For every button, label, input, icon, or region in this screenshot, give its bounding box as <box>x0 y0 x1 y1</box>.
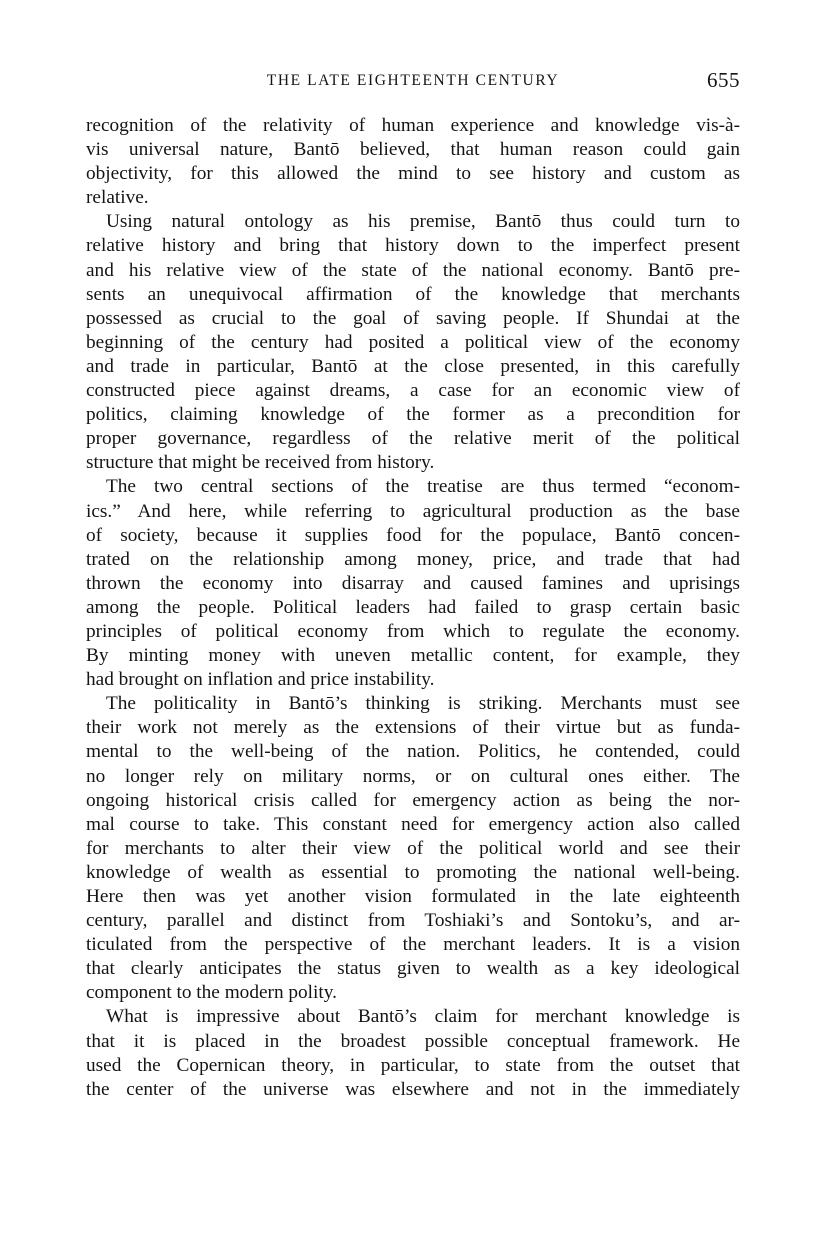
text-line: vis universal nature, Bantō believed, that human reason could gain <box>86 139 740 161</box>
text-line: recognition of the relativity of human experience and knowledge vis-à- <box>86 115 740 136</box>
text-line: ticulated from the perspective of the merchant leaders. It is a vision <box>86 934 740 956</box>
text-line: possessed as crucial to the goal of saving people. If Shundai at the <box>86 307 740 329</box>
body-text <box>86 114 740 1102</box>
text-line: objectivity, for this allowed the mind to see history and custom as <box>86 163 740 185</box>
text-line: for merchants to alter their view of the political world and see their <box>86 837 740 859</box>
page-number: 655 <box>707 68 740 92</box>
text-line: constructed piece against dreams, a case for an economic view of <box>86 380 740 402</box>
text-line: By minting money with uneven metallic content, for example, they <box>86 645 740 667</box>
text-line: mental to the well-being of the nation. Politics, he contended, could <box>86 741 740 763</box>
text-line: structure that might be received from history. <box>86 452 435 474</box>
text-line: beginning of the century had posited a political view of the economy <box>86 331 740 353</box>
text-line: proper governance, regardless of the relative merit of the political <box>86 428 740 450</box>
text-line: and his relative view of the state of the national economy. Bantō pre- <box>86 259 740 281</box>
text-line: had brought on inflation and price instability. <box>86 669 435 691</box>
text-line: that clearly anticipates the status given to wealth as a key ideological <box>86 958 740 980</box>
text-line: component to the modern polity. <box>86 982 337 1004</box>
text-line: relative history and bring that history down to the imperfect present <box>86 235 740 257</box>
text-line: Using natural ontology as his premise, Bantō thus could turn to <box>106 211 740 233</box>
text-line: sents an unequivocal affirmation of the knowledge that merchants <box>86 283 740 305</box>
text-line: their work not merely as the extensions of their virtue but as funda- <box>86 717 740 739</box>
text-line: used the Copernican theory, in particular, to state from the outset that <box>86 1054 740 1076</box>
text-line: of society, because it supplies food for the populace, Bantō concen- <box>86 524 740 546</box>
text-line: thrown the economy into disarray and caused famines and uprisings <box>86 572 740 594</box>
text-line: What is impressive about Bantō’s claim for merchant knowledge is <box>106 1006 740 1028</box>
text-line: and trade in particular, Bantō at the close presented, in this carefully <box>86 355 740 377</box>
text-line: The two central sections of the treatise are thus termed “econom- <box>106 476 740 498</box>
text-line: mal course to take. This constant need for emergency action also called <box>86 813 740 835</box>
text-line: century, parallel and distinct from Toshiaki’s and Sontoku’s, and ar- <box>86 910 740 932</box>
text-line: among the people. Political leaders had failed to grasp certain basic <box>86 596 740 618</box>
text-line: that it is placed in the broadest possible conceptual framework. He <box>86 1030 740 1052</box>
text-line: no longer rely on military norms, or on cultural ones either. The <box>86 765 740 787</box>
text-line: Here then was yet another vision formulated in the late eighteenth <box>86 886 740 907</box>
text-line: ics.” And here, while referring to agricultural production as the base <box>86 500 740 522</box>
text-line: relative. <box>86 187 149 209</box>
text-line: ongoing historical crisis called for emergency action as being the nor- <box>86 789 740 811</box>
text-line: principles of political economy from which to regulate the economy. <box>86 620 740 642</box>
running-head <box>86 68 740 98</box>
text-line: knowledge of wealth as essential to promoting the national well-being. <box>86 861 740 883</box>
text-line: politics, claiming knowledge of the former as a precondition for <box>86 404 740 426</box>
running-title: THE LATE EIGHTEENTH CENTURY <box>266 72 560 89</box>
text-line: The politicality in Bantō’s thinking is striking. Merchants must see <box>106 693 740 715</box>
text-line: trated on the relationship among money, price, and trade that had <box>86 548 740 570</box>
text-line: the center of the universe was elsewhere and not in the immediately <box>86 1078 740 1100</box>
